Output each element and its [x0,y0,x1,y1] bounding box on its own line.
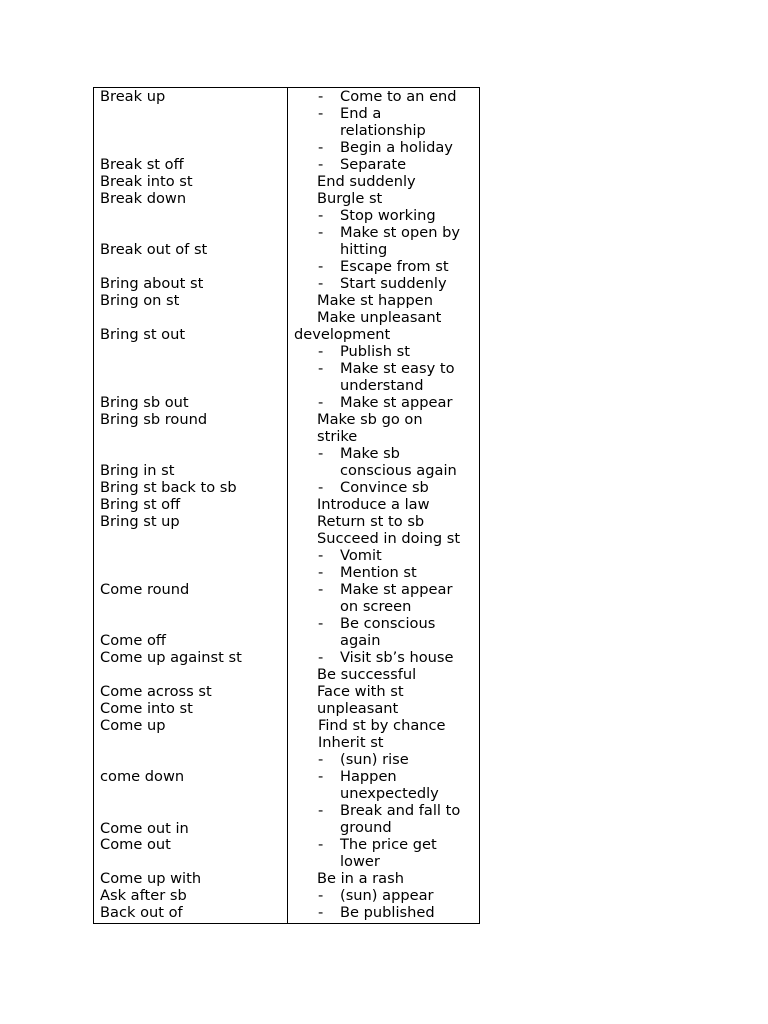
bullet-dash: - [318,394,324,411]
term-cell: Bring st off [100,496,181,513]
term-cell: Come up against st [100,649,242,666]
definition-line: hitting [340,241,388,258]
definition-line: Make sb [340,445,400,462]
term-cell: Break st off [100,156,184,173]
bullet-dash: - [318,802,324,819]
term-cell: Come across st [100,683,212,700]
term-cell: Come off [100,632,166,649]
bullet-dash: - [318,904,324,921]
bullet-dash: - [318,649,324,666]
definition-line: Be in a rash [317,870,404,887]
bullet-dash: - [318,581,324,598]
definition-line: The price get [340,836,437,853]
definition-line: unexpectedly [340,785,439,802]
definition-line: Make unpleasant [317,309,442,326]
term-cell: Bring st back to sb [100,479,237,496]
definition-line: Happen [340,768,397,785]
definition-line: Be published [340,904,435,921]
definition-line: Make sb go on [317,411,423,428]
definition-line: Return st to sb [317,513,425,530]
definition-line: Be conscious [340,615,436,632]
bullet-dash: - [318,105,324,122]
definition-line: End a [340,105,382,122]
definition-line: on screen [340,598,412,615]
bullet-dash: - [318,547,324,564]
bullet-dash: - [318,768,324,785]
definition-line: Burgle st [317,190,383,207]
definition-line: again [340,632,381,649]
bullet-dash: - [318,156,324,173]
term-cell: Bring on st [100,292,180,309]
definition-line: Stop working [340,207,436,224]
bullet-dash: - [318,343,324,360]
term-cell: Ask after sb [100,887,187,904]
bullet-dash: - [318,479,324,496]
term-cell: Back out of [100,904,183,921]
term-cell: Come round [100,581,190,598]
definition-line: understand [340,377,424,394]
definition-line: Publish st [340,343,410,360]
term-cell: Bring sb round [100,411,208,428]
definition-line: lower [340,853,380,870]
term-cell: Come up [100,717,166,734]
bullet-dash: - [318,224,324,241]
definition-line: Convince sb [340,479,429,496]
term-cell: come down [100,768,185,785]
definition-line: ground [340,819,392,836]
definition-line: End suddenly [317,173,416,190]
bullet-dash: - [318,207,324,224]
bullet-dash: - [318,445,324,462]
term-cell: Bring st out [100,326,186,343]
definition-line: Succeed in doing st [317,530,461,547]
definition-line: Begin a holiday [340,139,453,156]
definition-line: Make st happen [317,292,433,309]
bullet-dash: - [318,751,324,768]
definition-line: Inherit st [318,734,384,751]
bullet-dash: - [318,836,324,853]
definition-line: conscious again [340,462,457,479]
definition-line: relationship [340,122,426,139]
definition-line: strike [317,428,358,445]
term-cell: Bring in st [100,462,175,479]
definition-line: Make st easy to [340,360,455,377]
bullet-dash: - [318,564,324,581]
definition-line: Visit sb’s house [340,649,454,666]
term-cell: Break out of st [100,241,208,258]
bullet-dash: - [318,258,324,275]
definition-line: Come to an end [340,88,457,105]
definition-line: development [294,326,391,343]
definition-line: (sun) appear [340,887,434,904]
bullet-dash: - [318,88,324,105]
definition-line: Face with st [317,683,404,700]
term-cell: Come into st [100,700,193,717]
term-cell: Bring sb out [100,394,189,411]
definition-line: Mention st [340,564,417,581]
term-cell: Bring st up [100,513,180,530]
definition-line: Escape from st [340,258,449,275]
term-cell: Come out [100,836,171,853]
definition-line: Make st open by [340,224,461,241]
definition-line: Break and fall to [340,802,461,819]
bullet-dash: - [318,139,324,156]
definition-line: (sun) rise [340,751,409,768]
term-cell: Break down [100,190,187,207]
definition-line: Separate [340,156,407,173]
bullet-dash: - [318,887,324,904]
definition-line: Make st appear [340,581,453,598]
term-cell: Come up with [100,870,202,887]
term-cell: Break into st [100,173,193,190]
definition-line: Make st appear [340,394,453,411]
term-cell: Break up [100,88,166,105]
term-cell: Come out in [100,820,189,837]
definition-line: Start suddenly [340,275,447,292]
definition-line: Be successful [317,666,417,683]
column-divider [287,87,288,924]
definition-line: Vomit [340,547,382,564]
term-cell: Bring about st [100,275,204,292]
bullet-dash: - [318,360,324,377]
definition-line: Introduce a law [317,496,430,513]
definition-line: Find st by chance [318,717,446,734]
bullet-dash: - [318,615,324,632]
bullet-dash: - [318,275,324,292]
definition-line: unpleasant [317,700,399,717]
